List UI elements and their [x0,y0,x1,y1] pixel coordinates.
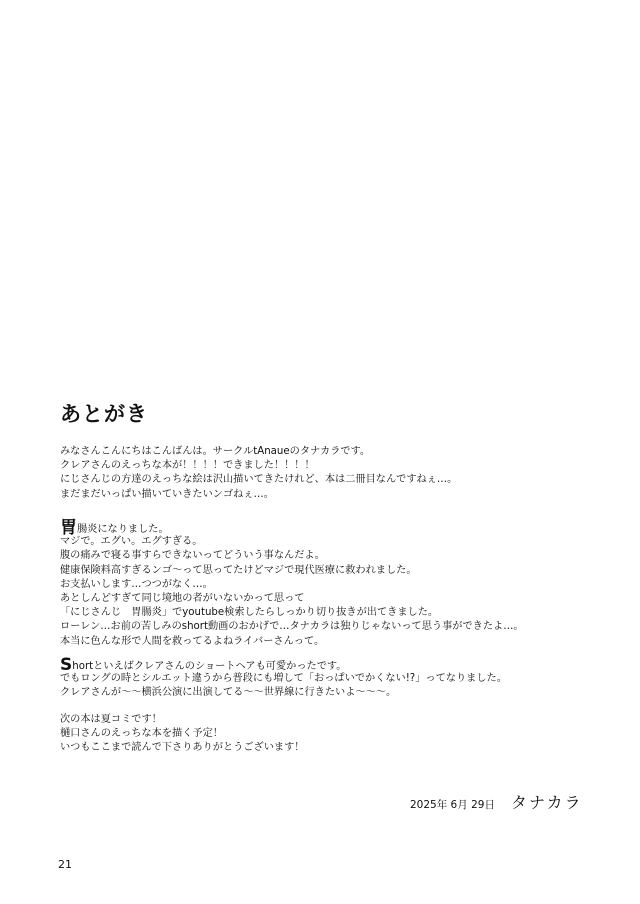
text-line: いつもここまで読んで下さりありがとうございます！ [60,742,305,754]
text-line: 健康保険料高すぎるンゴ〜って思ってたけどマジで現代医療に救われました。 [60,564,417,576]
page-number: 21 [58,858,72,871]
text-line: 樋口さんのえっちな本を描く予定！ [60,728,223,740]
paragraph-first-line [60,655,600,675]
text-line: まだまだいっぱい描いていきたいンゴねぇ…。 [60,488,274,500]
paragraph-short-hair [60,655,600,701]
paragraph-illness [60,518,600,649]
text-line: 腸炎になりました。 [77,524,169,535]
signature-date: 2025年 6月 29日 [410,799,495,811]
text-line: 本当に色んな形で人間を救ってるよねライバーさんって。 [60,635,325,647]
paragraph-greeting [60,445,600,502]
text-line: あとしんどすぎて同じ境地の者がいないかって思って [60,592,305,604]
text-line: でもロングの時とシルエット違うから普段にも増して「おっぱいでかくない!?」ってなりました。 [60,673,507,685]
text-line: にじさんじの方達のえっちな絵は沢山描いてきたけれど、本は二冊目なんですねぇ…。 [60,474,458,486]
drop-cap: S [60,655,73,675]
text-line: みなさんこんにちはこんばんは。サークルtAnaueのタナカラです。 [60,446,371,457]
text-line: クレアさんのえっちな本が！！！！できました！！！！ [60,460,315,472]
text-line: 「にじさんじ 胃腸炎」でyoutube検索したらしっかり切り抜きが出てきました。 [60,607,439,619]
paragraph-next-book [60,713,600,756]
signature [410,790,583,813]
text-line: マジで。エグい。エグすぎる。 [60,536,203,548]
text-line: hortといえばクレアさんのショートヘアも可愛かったです。 [72,661,347,672]
text-line: 次の本は夏コミです！ [60,714,162,725]
text-line: ローレン…お前の苦しみのshort動画のおかげで…タナカラは独りじゃないって思う事ができたよ…。 [60,621,524,633]
text-line: 腹の痛みで寝る事すらできないってどういう事なんだよ。 [60,550,325,562]
paragraph-first-line [60,518,600,538]
text-line: クレアさんが〜〜横浜公演に出演してる〜〜世界線に行きたいよ〜〜〜。 [60,687,397,699]
page-title: あとがき [60,402,148,426]
drop-cap: 胃 [60,518,77,538]
signature-name: タナカラ [510,793,583,812]
text-line: お支払いします…つつがなく…。 [60,578,213,590]
